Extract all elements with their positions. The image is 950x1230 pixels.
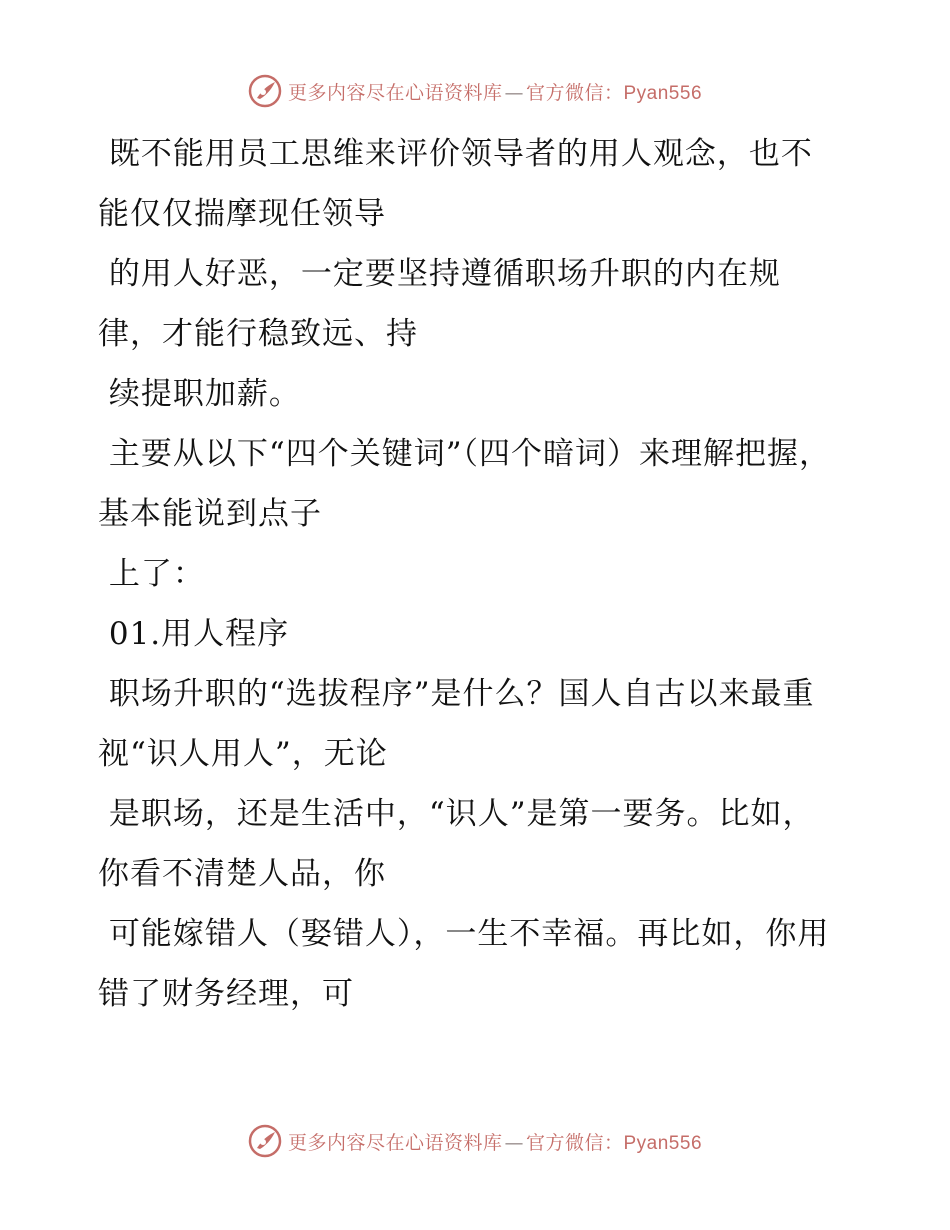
- paragraph-3: 续提职加薪。: [98, 376, 301, 412]
- paragraph-1: 既不能用员工思维来评价领导者的用人观念，也不能仅仅揣摩现任领导: [98, 136, 813, 232]
- header-banner-text: [288, 78, 702, 105]
- footer-banner-separator: —: [504, 1131, 524, 1154]
- quill-logo-icon: [248, 1124, 282, 1158]
- page-footer-banner: [0, 1121, 950, 1161]
- paragraph-6: 职场升职的“选拔程序”是什么？国人自古以来最重视“识人用人”，无论: [98, 676, 815, 772]
- header-banner-title: 更多内容尽在心语资料库: [287, 81, 503, 104]
- header-account-label: 官方微信：: [525, 81, 624, 104]
- document-body: [98, 124, 833, 1024]
- header-account-handle: Pyan556: [623, 82, 703, 104]
- page-header-banner: [0, 71, 950, 111]
- paragraph-7: 是职场，还是生活中，“识人”是第一要务。比如，你看不清楚人品，你: [98, 796, 815, 892]
- footer-banner-title: 更多内容尽在心语资料库: [287, 1131, 503, 1154]
- paragraph-8: 可能嫁错人（娶错人），一生不幸福。再比如，你用错了财务经理，可: [98, 916, 830, 1012]
- quill-logo-icon: [248, 74, 282, 108]
- footer-account-handle: Pyan556: [623, 1132, 703, 1154]
- paragraph-4: 主要从以下“四个关键词”（四个暗词）来理解把握，基本能说到点子: [98, 436, 832, 532]
- section-heading-01: 01.用人程序: [98, 616, 290, 652]
- paragraph-2: 的用人好恶，一定要坚持遵循职场升职的内在规律，才能行稳致远、持: [98, 256, 781, 352]
- header-banner-separator: —: [504, 81, 524, 104]
- paragraph-5: 上了：: [98, 556, 205, 592]
- footer-account-label: 官方微信：: [525, 1131, 624, 1154]
- footer-banner-text: [288, 1128, 702, 1155]
